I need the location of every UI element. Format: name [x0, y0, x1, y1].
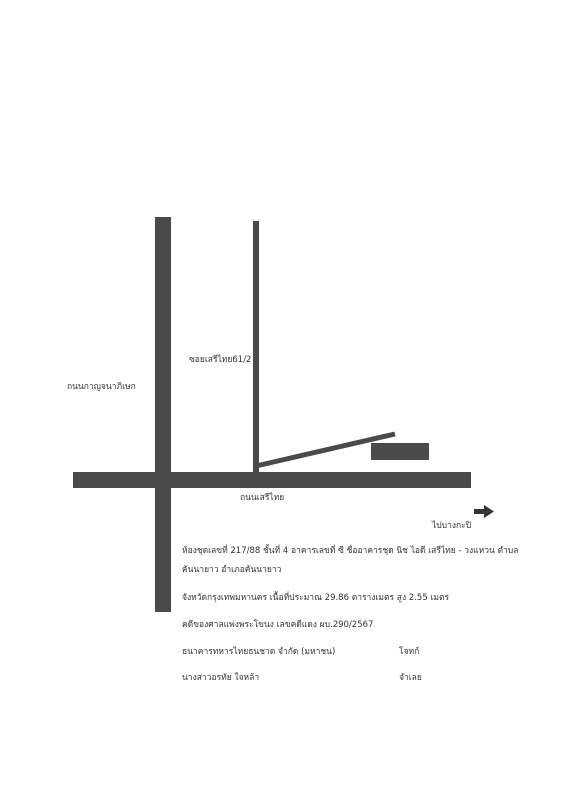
building-block-icon [371, 443, 429, 460]
right-arrow-icon [474, 505, 494, 518]
unit-description-line2: คันนายาว อำเภอคันนายาว [182, 565, 282, 575]
defendant-role: จำเลย [399, 673, 422, 683]
province-area-text: จังหวัดกรุงเทพมหานคร เนื้อที่ประมาณ 29.86 ตารางเมตร สูง 2.55 เมตร [182, 593, 450, 603]
soi-seri-thai-road [253, 221, 259, 472]
label-seri-thai-road: ถนนเสรีไทย [240, 493, 285, 503]
label-kanchanaphisek-road: ถนนกาญจนาภิเษก [67, 382, 136, 392]
defendant-name: นางสาวอรทัย ใจหล้า [182, 673, 260, 683]
label-to-bang-kapi: ไปบางกะปิ [432, 521, 472, 531]
kanchanaphisek-road [155, 217, 171, 612]
label-soi-seri-thai: ซอยเสรีไทย61/2 [189, 355, 252, 365]
plaintiff-name: ธนาคารทหารไทยธนชาต จำกัด (มหาชน) [182, 647, 336, 657]
case-number-text: คดีของศาลแพ่งพระโขนง เลขคดีแดง ผบ.290/2567 [182, 620, 374, 630]
plaintiff-role: โจทก์ [399, 647, 420, 657]
unit-description-line1: ห้องชุดเลขที่ 217/88 ชั้นที่ 4 อาคารเลขที่ ซี ชื่ออาคารชุด นิช ไอดี เสรีไทย - วงแหวน ตำบล [182, 546, 519, 556]
seri-thai-road [73, 472, 471, 488]
